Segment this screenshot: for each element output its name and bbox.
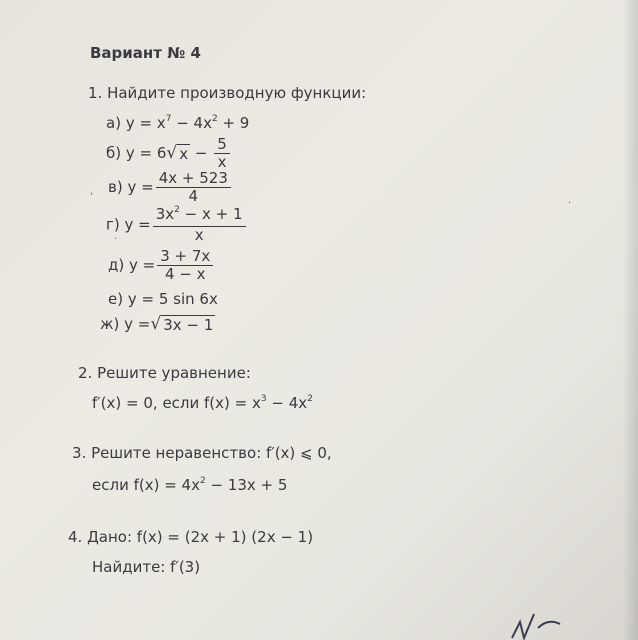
fraction (153, 206, 246, 244)
numerator: 3 + 7x (157, 248, 213, 266)
fraction (214, 136, 230, 171)
task1-item-a (106, 114, 249, 132)
pencil-mark: , (90, 186, 94, 197)
pencil-mark: · (114, 234, 118, 245)
fraction (157, 248, 213, 283)
exponent: 2 (211, 114, 218, 124)
denominator: x (194, 226, 204, 244)
task3-condition (92, 476, 287, 494)
formula-zh-lhs: y = (124, 315, 151, 333)
task4-find: Найдите: f′(3) (92, 558, 201, 576)
item-label: а) (106, 114, 122, 132)
exponent: 2 (199, 476, 206, 486)
radicand: 3x − 1 (163, 316, 214, 334)
task1-item-v (108, 170, 233, 205)
fraction (156, 170, 231, 205)
task4-given: 4. Дано: f(x) = (2x + 1) (2x − 1) (68, 528, 314, 546)
exponent: 2 (307, 394, 313, 404)
formula-b-lhs: y = 6 (125, 144, 167, 162)
numerator (153, 206, 246, 227)
radical-sign: √ (166, 143, 178, 163)
numerator-part: 3x (155, 205, 175, 223)
denominator: 4 (188, 187, 199, 205)
numerator: 5 (214, 136, 230, 154)
item-label: е) (108, 290, 124, 308)
task1-item-e (108, 290, 218, 308)
formula-a-lhs: y = x (125, 114, 166, 132)
denominator: x (217, 153, 227, 171)
numerator: 4x + 523 (156, 170, 231, 188)
formula-v-lhs: y = (127, 178, 154, 196)
task1-item-d (108, 248, 215, 283)
square-root (166, 143, 190, 163)
condition-part: если f(x) = 4x (92, 476, 200, 494)
formula-g-lhs: y = (124, 215, 151, 234)
handwritten-check-mark (508, 610, 568, 640)
item-label: д) (108, 256, 125, 274)
item-label: в) (108, 178, 123, 196)
formula-a-tail: + 9 (217, 114, 250, 132)
task2-equation (92, 394, 313, 412)
radicand: x (179, 145, 189, 163)
formula-e: y = 5 sin 6x (127, 290, 218, 308)
task2-prompt: 2. Решите уравнение: (78, 364, 251, 382)
task1-item-zh (100, 314, 215, 334)
formula-a-mid: − 4x (171, 114, 212, 132)
equation-part: f′(x) = 0, если f(x) = x (92, 394, 261, 412)
exponent: 3 (260, 394, 267, 404)
task1-item-g (106, 206, 248, 244)
radical-sign: √ (150, 314, 162, 334)
item-label: ж) (100, 315, 120, 333)
variant-title: Вариант № 4 (90, 44, 201, 62)
equation-part: − 4x (266, 394, 308, 412)
task3-prompt: 3. Решите неравенство: f′(x) ⩽ 0, (72, 444, 332, 462)
item-label: б) (106, 144, 122, 162)
exponent: 7 (165, 114, 172, 124)
minus-sign: − (190, 144, 213, 162)
item-label: г) (106, 215, 120, 234)
square-root (150, 314, 215, 334)
exponent: 2 (174, 205, 180, 215)
task1-prompt: 1. Найдите производную функции: (88, 84, 367, 102)
formula-d-lhs: y = (129, 256, 156, 274)
pencil-mark: · (568, 198, 572, 209)
page-edge-shadow (622, 0, 638, 640)
denominator: 4 − x (165, 265, 206, 283)
condition-part: − 13x + 5 (205, 476, 288, 494)
task1-item-b (106, 136, 232, 171)
numerator-part: − x + 1 (179, 205, 243, 223)
